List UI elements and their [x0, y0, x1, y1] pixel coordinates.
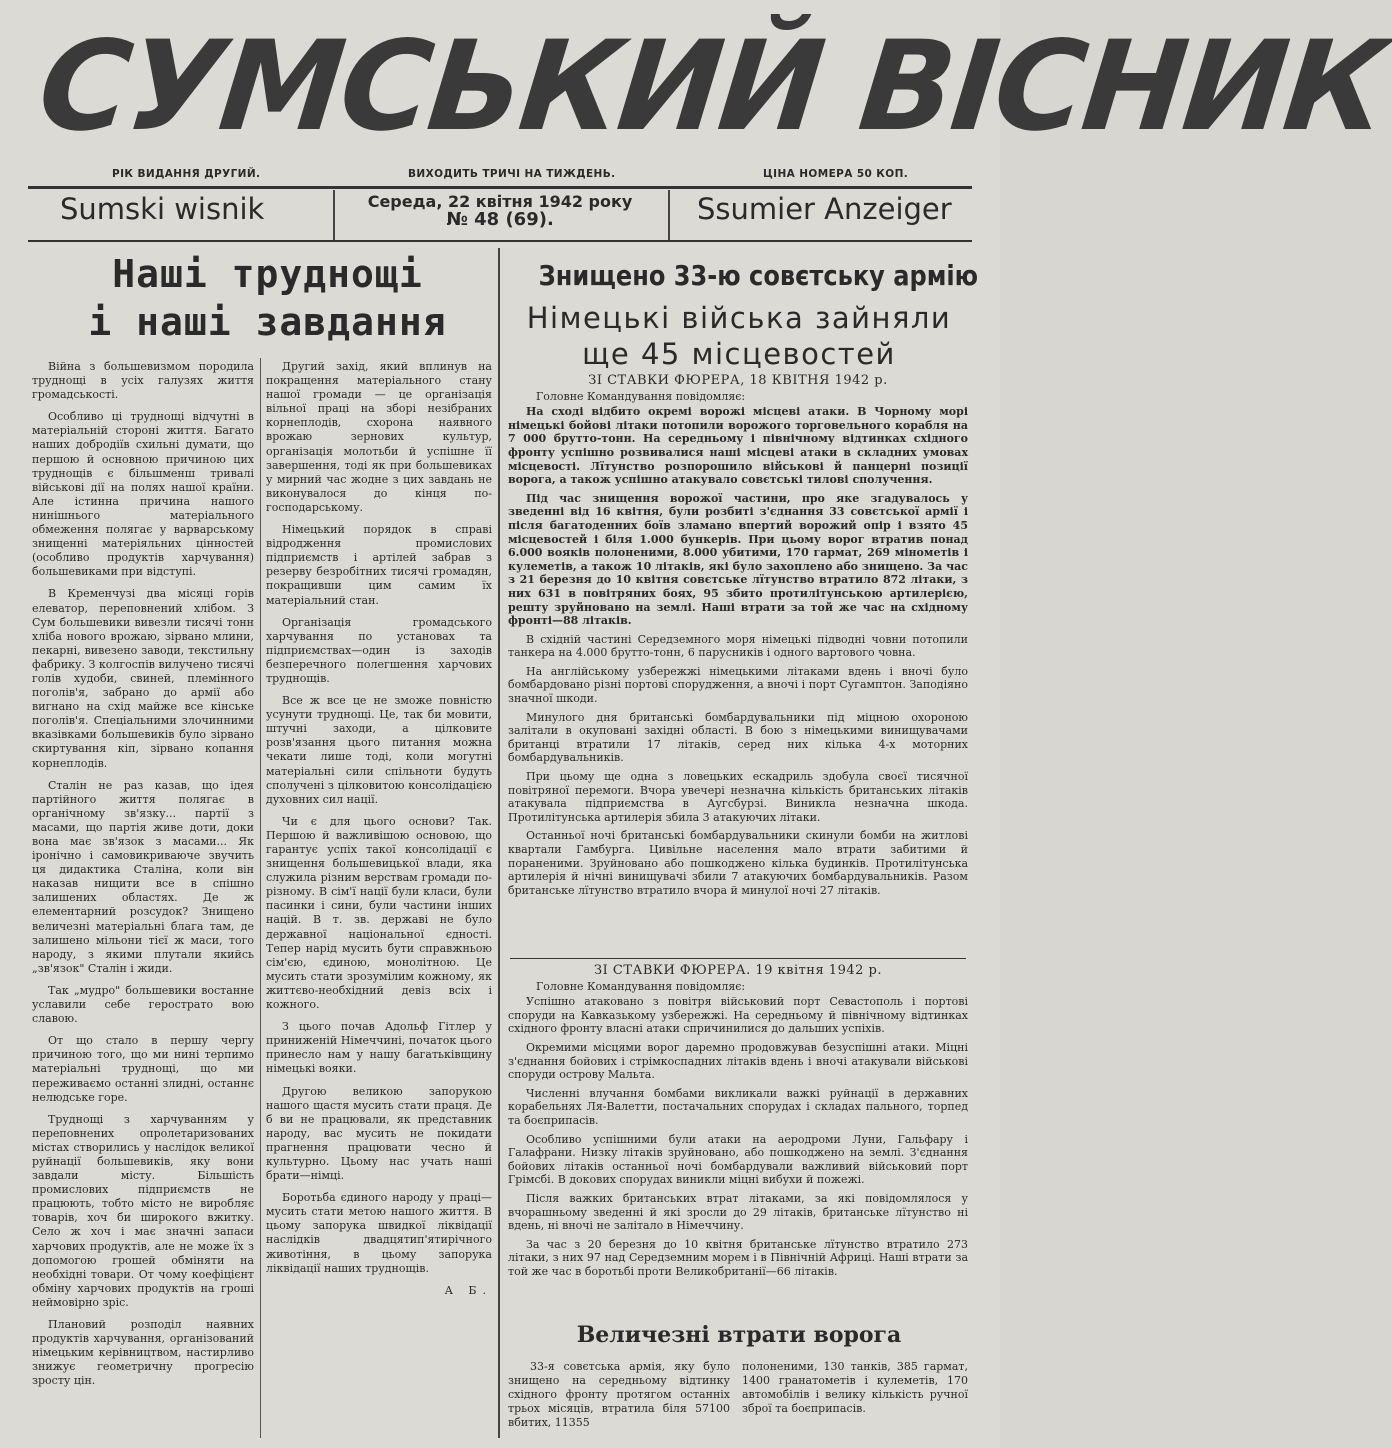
losses-column-1	[508, 1360, 730, 1440]
article-signature: А Б.	[444, 1283, 492, 1297]
paragraph: Минулого дня британські бомбардувальники під міцною охороною залітали в окуповані західні області. В бою з німецькими винищувачами британці втратили 17 літаків, серед них кілька 4-х моторних бомбардувальників.	[508, 710, 968, 765]
paragraph: Війна з большевизмом породила труднощі в усіх галузях життя громадськості.	[32, 360, 254, 402]
left-column-1	[32, 360, 254, 1440]
paragraph: Особливо ці труднощі відчутні в матеріальній стороні життя. Багато наших добродіїв схильні думати, що першою й основною причиною цих труднощів є більшменш тривалі військові дії на полях нашої країни. Але істинна причина нашого нинішнього матеріального обмеження полягає у варварському знищенні матеріяльних цінностей (особливо продуктів харчування) большевиками при відступі.	[32, 410, 254, 579]
paragraph: В східній частині Середземного моря німецькі підводні човни потопили танкера на 4.000 брутто-тонн, 6 парусників і одного вартового човна.	[508, 632, 968, 660]
paragraph: Все ж все це не зможе повністю усунути труднощі. Це, так би мовити, штучні заходи, а цілковите розв'язання цього питання можна чекати лише тоді, коли могутні матеріальні сили спільноти будуть сполучені з цілковитою консолідацією духовних сил нації.	[266, 694, 492, 806]
left-headline-line-1: Наші труднощі	[112, 252, 423, 296]
communique-separator	[510, 958, 966, 959]
right-subheadline-line-1: Німецькі війська зайняли	[526, 301, 952, 335]
issue-price: ЦІНА НОМЕРА 50 КОП.	[763, 168, 909, 180]
paragraph: Сталін не раз казав, що ідея партійного життя полягає в органічному зв'язку... партії з масами, що партія живе доти, доки вона має зв'язок з масами... Як іронічно і самовикриваюче звучить ця дидактика Сталіна, коли він наказав нищити все в спішно залишених областях. Де ж елементарний розсудок? Знищено величезні матеріальні блага там, де залишено мільони тієї ж маси, того народу, з якими плутали якийсь „зв'язок" Сталін і жиди.	[32, 778, 254, 975]
communique-dateline: ЗІ СТАВКИ ФЮРЕРА, 18 КВІТНЯ 1942 р.	[588, 373, 888, 388]
issue-number: № 48 (69).	[446, 209, 554, 230]
paragraph: Боротьба єдиного народу у праці—мусить стати метою нашого життя. В цьому запорука швидкої ліквідації наслідків двадцятип'ятирічного животіння, в цьому запорука ліквідації наших труднощів.	[266, 1191, 492, 1275]
paragraph: На сході відбито окремі ворожі місцеві атаки. В Чорному морі німецькі бойові літаки потопили ворожого торговельного корабля на 7 000 брутто-тонн. На середньому і північному відтинках східного фронту успішно розвивалися наші місцеві атаки в складних умовах місцевості. Лїтунство розпорошило військові й панцерні позиції ворога, а також успішно атакувало совєтські тилові сполучення.	[508, 405, 968, 487]
paragraph: Другою великою запорукою нашого щастя мусить стати праця. Де б ви не працювали, як представник народу, вас мусить не покидати прагнення працювати чесно й культурно. Цьому нас учать наші брати—німці.	[266, 1084, 492, 1183]
left-headline-line-2: і наші завдання	[88, 300, 447, 344]
paragraph: Окремими місцями ворог даремно продовжував безуспішні атаки. Міцні з'єднання бойових і стрімкоспадних літаків вдень і вночі атакували військові споруди острову Мальта.	[508, 1040, 968, 1082]
communique-intro: Головне Командування повідомляє:	[536, 389, 746, 403]
communique-intro: Головне Командування повідомляє:	[536, 979, 746, 993]
dateline	[330, 193, 670, 229]
paragraph: Останньої ночі британські бомбардувальники скинули бомби на житлові квартали Гамбурга. Цивільне населення мало втрати забитими й пораненими. Зруйновано або пошкоджено кілька будинків. Протилітунська артилерія й нічні винищувачі збили 7 атакуючих бомбардувальників. Разом британське лїтунство втратило вчора й минулої ночі 27 літаків.	[508, 829, 968, 897]
right-subheadline	[506, 300, 972, 372]
paragraph: З цього почав Адольф Гітлер у приниженій Німеччині, початок цього принесло нам у нашу багатьківщину німецькі вояки.	[266, 1020, 492, 1076]
right-headline: Знищено 33-ю совєтську армію	[538, 259, 979, 292]
publication-year: РІК ВИДАННЯ ДРУГИЙ.	[112, 168, 261, 180]
paragraph: При цьому ще одна з ловецьких ескадриль здобула своєї тисячної повітряної перемоги. Вчора увечері незначна кількість британських літаків атакувала підприємства в Аугсбурзі. Виникла незначна шкода. Протилітунська артилерія збила 3 атакуючих літаки.	[508, 770, 968, 824]
paragraph: Труднощі з харчуванням у переповнених опролетаризованих містах створились у наслідок великої руйнації большевиків, яку вони завдали місту. Більшість промислових підприємств не працюють, тобто місто не виробляє товарів, хоч би широкого вжитку. Село ж хоч і має значні запаси харчових продуктів, але не може їх з допомогою грошей обміняти на необхідні товари. От чому коефіцієнт обміну харчових продуктів на гроші неймовірно зріс.	[32, 1112, 254, 1309]
losses-headline: Величезні втрати ворога	[576, 1322, 902, 1348]
right-subheadline-line-2: ще 45 місцевостей	[582, 337, 896, 371]
paragraph: Численні влучання бомбами викликали важкі руйнації в державних корабельнях Ля-Валетти, постачальних спорудах і складах пального, торпед та боєприпасів.	[508, 1086, 968, 1127]
column-rule-left	[260, 358, 261, 1438]
paragraph: За час з 20 березня до 10 квітня британське лїтунство втратило 273 літаки, з них 97 над Середземним морем і в Північній Африці. Наші втрати за той же час в боротьбі проти Великобританії—66 літаків.	[508, 1237, 968, 1278]
column-rule-main	[498, 248, 500, 1438]
publication-frequency: ВИХОДИТЬ ТРИЧІ НА ТИЖДЕНЬ.	[408, 168, 616, 180]
german-title: Ssumier Anzeiger	[697, 192, 952, 226]
communique-april-19	[508, 964, 968, 1314]
left-column-2	[266, 360, 492, 1440]
paragraph: полоненими, 130 танків, 385 гармат, 1400 гранатометів і кулеметів, 170 автомобілів і велику кількість ручної зброї та боєприпасів.	[742, 1360, 968, 1415]
latin-title: Sumski wisnik	[60, 192, 265, 226]
paragraph: На англійському узбережжі німецькими літаками вдень і вночі було бомбардовано різні портові спорудження, а вночі і порт Сугамптон. Заподіяно значної шкоди.	[508, 664, 968, 706]
paragraph: Плановий розподіл наявних продуктів харчування, організований німецьким керівництвом, настирливо знижує геометричну прогресію зросту цін.	[32, 1318, 254, 1388]
paragraph: Успішно атаковано з повітря військовий порт Севастополь і портові споруди на Кавказькому узбережжі. На середньому й північному відтинках східного фронту власні атаки спричинилися до дальших успіхів.	[508, 995, 968, 1036]
losses-column-2	[742, 1360, 968, 1440]
masthead-title: СУМСЬКИЙ ВІСНИК	[32, 15, 1391, 159]
paragraph: Німецький порядок в справі відродження промислових підприємств і артілей забрав з резерву безробітних тисячі громадян, покращивши цим самим їх матеріальний стан.	[266, 523, 492, 607]
masthead-rule-top	[28, 186, 972, 189]
paragraph: Під час знищення ворожої частини, про яке згадувалось у зведенні від 16 квітня, були розбиті з'єднання 33 совєтської армії і після багатоденних боїв зламано впертий ворожий опір і взято 45 місцевостей і біля 1.000 бункерів. При цьому ворог втратив понад 6.000 вояків полоненими, 8.000 убитими, 170 гармат, 269 мінометів і кулеметів, а також 10 літаків, які було захоплено або знищено. За час з 21 березня до 10 квітня совєтське лїтунство втратило 872 літаки, з них 631 в повітряних боях, 95 збито протилітунською артилерією, решту зруйновано на землі. Наші втрати за той же час на східному фронті—88 літаків.	[508, 491, 968, 628]
issue-date: Середа, 22 квітня 1942 року	[367, 192, 633, 211]
masthead-rule-bottom	[28, 240, 972, 242]
paragraph: Чи є для цього основи? Так. Першою й важливішою основою, що гарантує успіх такої консолідації є знищення большевицької влади, яка служила різним верствам громади по-різному. В сім'ї нації були класи, були пасинки і сини, були частини інших націй. В т. зв. державі не було державної національної єдності. Тепер нарід мусить бути справжньою сім'єю, єдиною, монолітною. Це мусить стати зрозумілим кожному, як життєво-необхідний девіз всіх і кожного.	[266, 814, 492, 1012]
paragraph: Після важких британських втрат літаками, за які повідомлялося у вчорашньому зведенні й які зросли до 29 літаків, британське лїтунство ні вдень, ні вночі не залітало в Німеччину.	[508, 1191, 968, 1233]
paragraph: Особливо успішними були атаки на аеродроми Луни, Гальфару і Галафрани. Низку літаків зруйновано, або пошкоджено на землі. З'єднання бойових літаків останньої ночі бомбардували важливий військовий порт Грімсбі. В доковиx спорудах виникли міцні вибухи й пожежі.	[508, 1132, 968, 1187]
paragraph: Організація громадського харчування по установах та підприємствах—один із заходів безперечного полегшення харчових труднощів.	[266, 615, 492, 685]
communique-april-18	[508, 374, 968, 956]
left-headline	[40, 250, 495, 346]
paragraph: 33-я совєтська армія, яку було знищено на середньому відтинку східного фронту протягом останніх трьох місяців, втратила біля 57100 вбитих, 11355	[508, 1360, 730, 1429]
paragraph: От що стало в першу чергу причиною того, що ми нині терпимо матеріальні труднощі, що ми переживаємо останні злидні, останнє нелюдське горе.	[32, 1034, 254, 1104]
paragraph: Так „мудро" большевики востанне уславили себе герострато вою славою.	[32, 983, 254, 1026]
paragraph: В Кременчузі два місяці горів елеватор, переповнений хлібом. З Сум большевики вивезли тисячі тонн хліба нового врожаю, зірвано млини, пекарні, вивезено заводи, текстильну фабрику. З колгоспів вилучено тисячі голів худоби, свиней, племінного поголів'я, забрано до армії або вигнано на схід майже все кінське поголів'я. Спеціальними злочинними вказівками большевиків було зірвано скиртування кіп, зірвано копання корнеплодів.	[32, 587, 254, 770]
paragraph: Другий захід, який вплинув на покращення матеріального стану нашої громади — це організація вільної праці на зборі незібраних корнеплодів, схорона наявного врожаю зернових культур, організація молотьби й успішне її завершення, тоді як при большевиках у мирний час жодне з цих завдань не виконувалося до кінця по-господарському.	[266, 360, 492, 514]
communique-dateline: ЗІ СТАВКИ ФЮРЕРА. 19 квітня 1942 р.	[594, 963, 882, 978]
